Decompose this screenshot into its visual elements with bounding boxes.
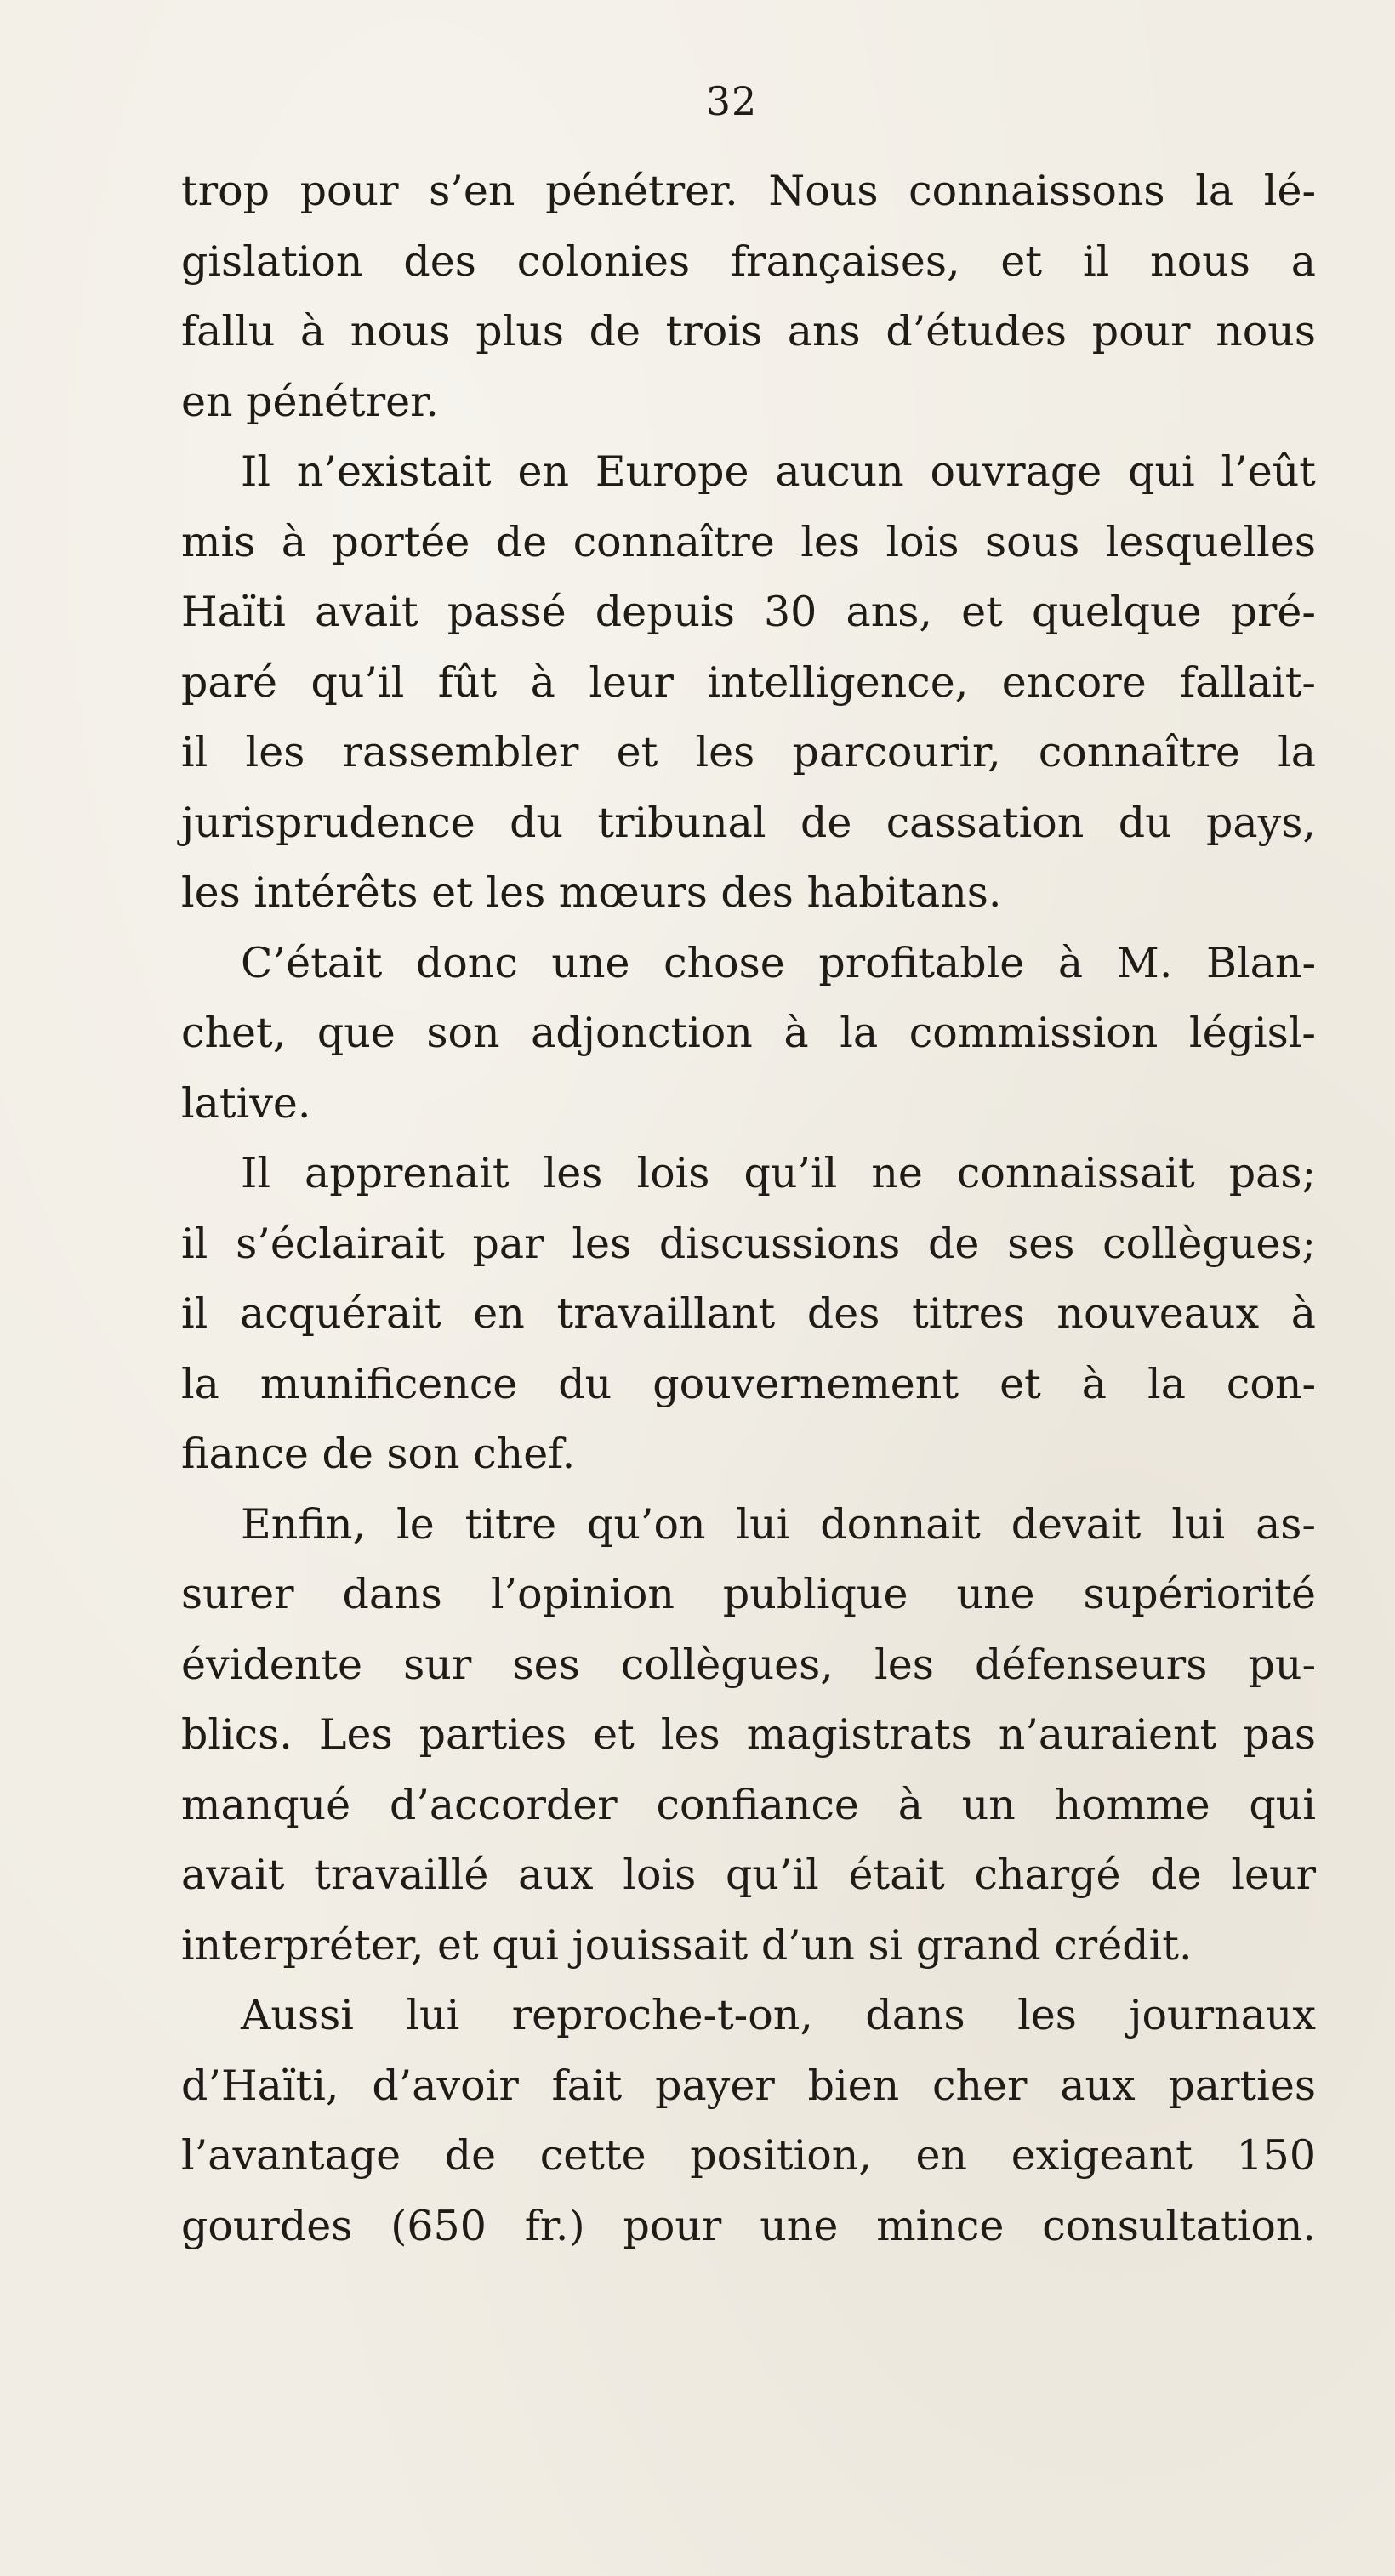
paragraph-first-line: C’était donc une chose profitable à M. Blan-	[241, 938, 1316, 987]
text-line: gislation des colonies françaises, et il nous a	[181, 236, 1316, 286]
text-line: surer dans l’opinion publique une supériorité	[181, 1570, 1316, 1618]
page-number: 32	[705, 78, 758, 124]
paragraph-first-line: Il apprenait les lois qu’il ne connaissait pas;	[241, 1149, 1316, 1197]
text-line: paré qu’il fût à leur intelligence, encore fallait-	[181, 657, 1316, 707]
text-line: trop pour s’en pénétrer. Nous connaissons la lé-	[181, 167, 1316, 215]
text-line: les intérêts et les mœurs des habitans.	[181, 868, 1002, 917]
text-line: manqué d’accorder confiance à un homme qui	[181, 1780, 1316, 1829]
paragraph-first-line: Enfin, le titre qu’on lui donnait devait lui as-	[241, 1499, 1316, 1549]
text-line: Haïti avait passé depuis 30 ans, et quelque pré-	[181, 588, 1316, 636]
text-line: l’avantage de cette position, en exigeant 150	[181, 2131, 1316, 2180]
text-line: fallu à nous plus de trois ans d’études pour nous	[181, 307, 1316, 355]
text-line: mis à portée de connaître les lois sous lesquelles	[181, 517, 1316, 566]
paragraph-first-line: Il n’existait en Europe aucun ouvrage qui l’eût	[241, 447, 1316, 496]
paragraph-first-line: Aussi lui reproche-t-on, dans les journaux	[241, 1991, 1316, 2039]
text-line: jurisprudence du tribunal de cassation du pays,	[181, 798, 1316, 847]
body-text	[181, 156, 1316, 2261]
text-line: fiance de son chef.	[181, 1430, 576, 1478]
text-line: gourdes (650 fr.) pour une mince consultation.	[181, 2201, 1316, 2250]
text-line: en pénétrer.	[181, 377, 439, 426]
text-line: lative.	[181, 1078, 311, 1128]
text-line: il les rassembler et les parcourir, connaître la	[181, 728, 1316, 776]
text-line: blics. Les parties et les magistrats n’auraient pas	[181, 1710, 1316, 1759]
text-line: il s’éclairait par les discussions de ses collègues;	[181, 1219, 1316, 1268]
text-line: interpréter, et qui jouissait d’un si grand crédit.	[181, 1920, 1193, 1970]
text-line: il acquérait en travaillant des titres nouveaux à	[181, 1289, 1316, 1338]
text-line: d’Haïti, d’avoir fait payer bien cher aux parties	[181, 2061, 1316, 2110]
text-line: évidente sur ses collègues, les défenseurs pu-	[181, 1640, 1316, 1689]
text-line: avait travaillé aux lois qu’il était chargé de leur	[181, 1851, 1316, 1899]
text-line: chet, que son adjonction à la commission législ-	[181, 1009, 1316, 1057]
text-line: la munificence du gouvernement et à la con-	[181, 1359, 1316, 1408]
